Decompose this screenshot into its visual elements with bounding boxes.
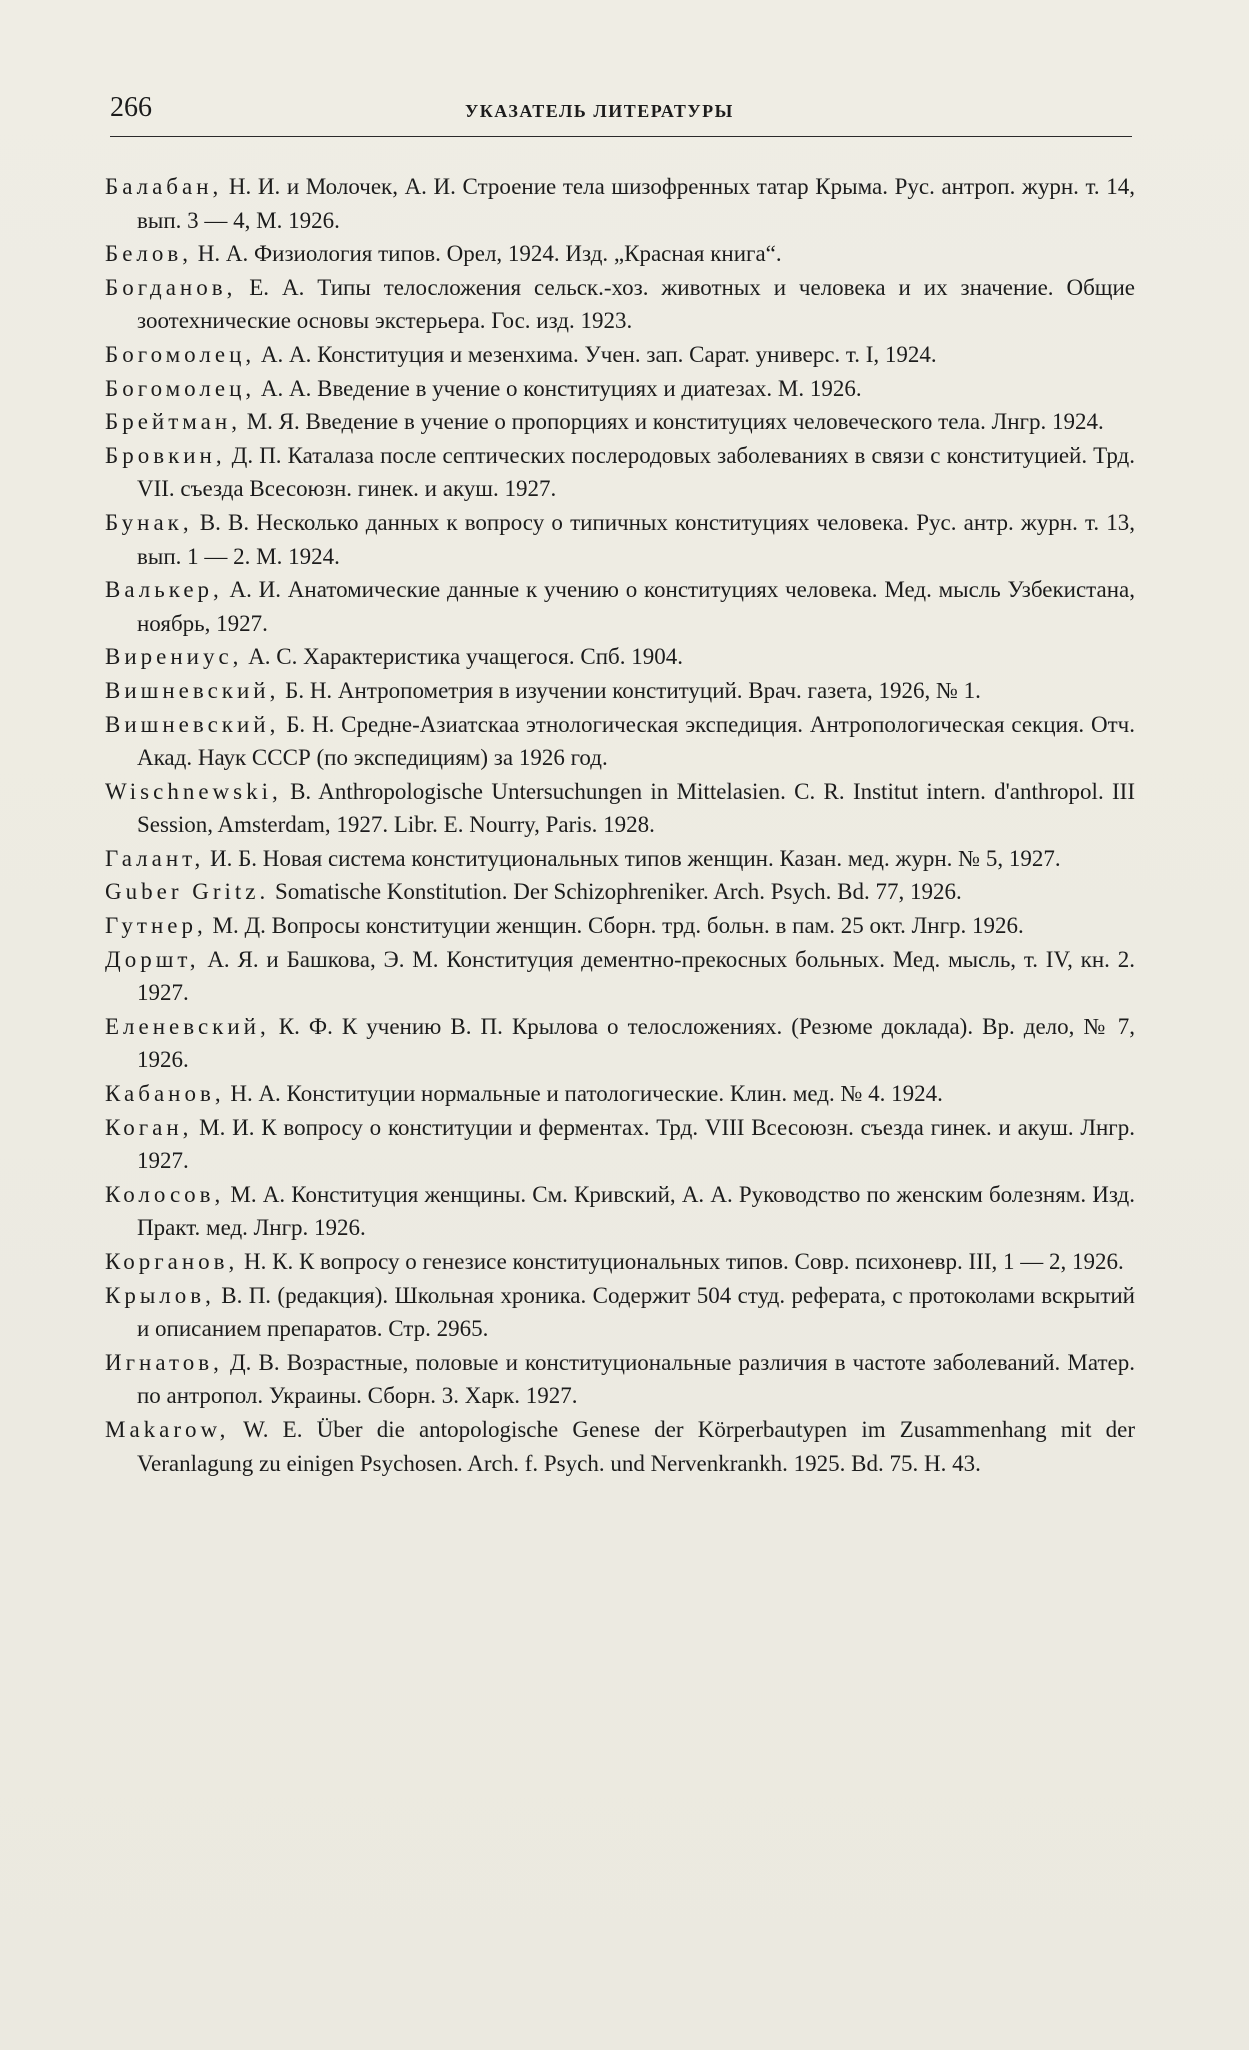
entry-text: Н. А. Конституции нормальные и патологические. Клин. мед. № 4. 1924. xyxy=(224,1081,943,1107)
entry-author: Игнатов, xyxy=(105,1349,223,1375)
entry-author: Вишневский, xyxy=(105,677,280,703)
bibliography-entry xyxy=(105,338,1135,372)
bibliography-entry xyxy=(105,842,1135,876)
entry-text: Б. Н. Антропометрия в изучении конституций. Врач. газета, 1926, № 1. xyxy=(279,677,981,703)
bibliography-entry xyxy=(105,1010,1135,1077)
entry-text: А. И. Анатомические данные к учению о конституциях человека. Мед. мысль Узбекистана, ноябрь, 1927. xyxy=(137,577,1135,636)
entry-text: Д. В. Возрастные, половые и конституциональные различия в частоте заболеваний. Матер. по антропол. Украины. Сборн. 3. Харк. 1927. xyxy=(137,1349,1135,1409)
entry-text: А. А. Введение в учение о конституциях и диатезах. М. 1926. xyxy=(255,375,862,401)
page-number: 266 xyxy=(110,92,152,123)
entry-author: Кабанов, xyxy=(105,1081,225,1107)
entry-text: В. В. Несколько данных к вопросу о типичных конституциях человека. Рус. антр. журн. т. 13, вып. 1 — 2. М. 1924. xyxy=(137,509,1135,569)
entry-author: Богданов, xyxy=(105,274,237,300)
entry-text: B. Anthropologische Untersuchungen in Mittelasien. C. R. Institut intern. d'anthropol. III Session, Amsterdam, 1927. Libr. E. Nourry, Paris. 1928. xyxy=(137,778,1135,838)
entry-text: А. А. Конституция и мезенхима. Учен. зап. Сарат. универс. т. I, 1924. xyxy=(255,341,937,367)
entry-author: Гутнер, xyxy=(105,913,207,939)
entry-author: Makarow, xyxy=(105,1416,230,1442)
entry-author: Белов, xyxy=(105,241,193,267)
entry-text: И. Б. Новая система конституциональных типов женщин. Казан. мед. журн. № 5, 1927. xyxy=(204,845,1061,871)
entry-text: Д. П. Каталаза после септических послеродовых заболеваниях в связи с конституцией. Трд. VII. съезда Всесоюзн. гинек. и акуш. 1927. xyxy=(137,442,1135,502)
bibliography-entry xyxy=(105,1279,1135,1346)
entry-text: W. E. Über die antopologische Genese der Körperbautypen im Zusammenhang mit der Veranlagung zu einigen Psychosen. Arch. f. Psych. und Nervenkrankh. 1925. Bd. 75. H. 43. xyxy=(137,1416,1135,1476)
entry-author: Еленевский, xyxy=(105,1013,270,1039)
entry-author: Guber Gritz. xyxy=(105,879,270,905)
bibliography-entry xyxy=(105,1111,1135,1178)
entry-author: Колосов, xyxy=(105,1181,225,1207)
entry-text: М. Д. Вопросы конституции женщин. Сборн. трд. больн. в пам. 25 окт. Лнгр. 1926. xyxy=(206,913,1024,939)
entry-text: Б. Н. Средне-Азиатскаа этнологическая экспедиция. Антропологическая секция. Отч. Акад. Наук СССР (по экспедициям) за 1926 год. xyxy=(137,711,1135,771)
entry-text: Somatische Konstitution. Der Schizophreniker. Arch. Psych. Bd. 77, 1926. xyxy=(269,879,962,905)
entry-author: Доршт, xyxy=(105,946,200,972)
bibliography-entry xyxy=(105,506,1135,573)
entry-text: М. И. К вопросу о конституции и ферментах. Трд. VIII Всесоюзн. съезда гинек. и акуш. Лнгр. 1927. xyxy=(137,1114,1135,1174)
bibliography-entry xyxy=(105,405,1135,439)
entry-author: Корганов, xyxy=(105,1249,239,1274)
bibliography-entry xyxy=(105,1413,1135,1480)
entry-author: Валькер, xyxy=(105,577,223,603)
bibliography-entry xyxy=(105,170,1135,237)
bibliography-entry xyxy=(105,875,1135,909)
entry-text: Н. К. К вопросу о генезисе конституциональных типов. Совр. психоневр. III, 1 — 2, 1926. xyxy=(238,1249,1124,1274)
entry-author: Вирениус, xyxy=(105,644,243,670)
bibliography-entry xyxy=(105,237,1135,271)
page-header xyxy=(110,92,1132,137)
bibliography-entry xyxy=(105,372,1135,406)
entry-author: Wischnewski, xyxy=(105,778,282,804)
entry-text: Н. И. и Молочек, А. И. Строение тела шизофренных татар Крыма. Рус. антроп. журн. т. 14, вып. 3 — 4, М. 1926. xyxy=(137,174,1135,233)
running-title: УКАЗАТЕЛЬ ЛИТЕРАТУРЫ xyxy=(465,101,734,121)
entry-author: Бровкин, xyxy=(105,442,226,468)
bibliography-entry xyxy=(105,708,1135,775)
bibliography-entry xyxy=(105,573,1135,640)
bibliography-entry xyxy=(105,943,1135,1010)
entry-author: Бунак, xyxy=(105,509,193,535)
entry-text: В. П. (редакция). Школьная хроника. Содержит 504 студ. реферата, с протоколами вскрытий и описанием препаратов. Стр. 2965. xyxy=(137,1282,1135,1342)
entry-text: М. А. Конституция женщины. См. Кривский, А. А. Руководство по женским болезням. Изд. Практ. мед. Лнгр. 1926. xyxy=(137,1181,1135,1241)
bibliography-entry xyxy=(105,775,1135,842)
entry-text: Е. А. Типы телосложения сельск.-хоз. животных и человека и их значение. Общие зоотехнические основы экстерьера. Гос. изд. 1923. xyxy=(137,274,1135,334)
entry-text: А. Я. и Башкова, Э. М. Конституция дементно-прекосных больных. Мед. мысль, т. IV, кн. 2. 1927. xyxy=(137,946,1135,1006)
entry-text: М. Я. Введение в учение о пропорциях и конституциях человеческого тела. Лнгр. 1924. xyxy=(240,409,1104,435)
bibliography-entry xyxy=(105,271,1135,338)
entry-author: Богомолец, xyxy=(105,375,256,401)
bibliography-entry xyxy=(105,909,1135,943)
bibliography-entry xyxy=(105,1077,1135,1111)
bibliography-entry xyxy=(105,1346,1135,1413)
entry-author: Балабан, xyxy=(105,174,223,199)
entry-author: Галант, xyxy=(105,845,205,871)
bibliography-list xyxy=(105,170,1135,1480)
entry-author: Крылов, xyxy=(105,1282,215,1308)
entry-text: Н. А. Физиология типов. Орел, 1924. Изд. „Красная книга“. xyxy=(192,241,782,267)
entry-author: Коган, xyxy=(105,1114,193,1140)
entry-author: Брейтман, xyxy=(105,409,241,435)
entry-author: Вишневский, xyxy=(105,711,280,737)
entry-author: Богомолец, xyxy=(105,341,256,367)
bibliography-entry xyxy=(105,640,1135,674)
bibliography-entry xyxy=(105,1178,1135,1245)
bibliography-entry xyxy=(105,439,1135,506)
entry-text: К. Ф. К учению В. П. Крылова о телосложениях. (Резюме доклада). Вр. дело, № 7, 1926. xyxy=(137,1013,1135,1073)
bibliography-entry xyxy=(105,674,1135,708)
bibliography-entry xyxy=(105,1245,1135,1279)
entry-text: А. С. Характеристика учащегося. Спб. 1904. xyxy=(242,644,683,670)
